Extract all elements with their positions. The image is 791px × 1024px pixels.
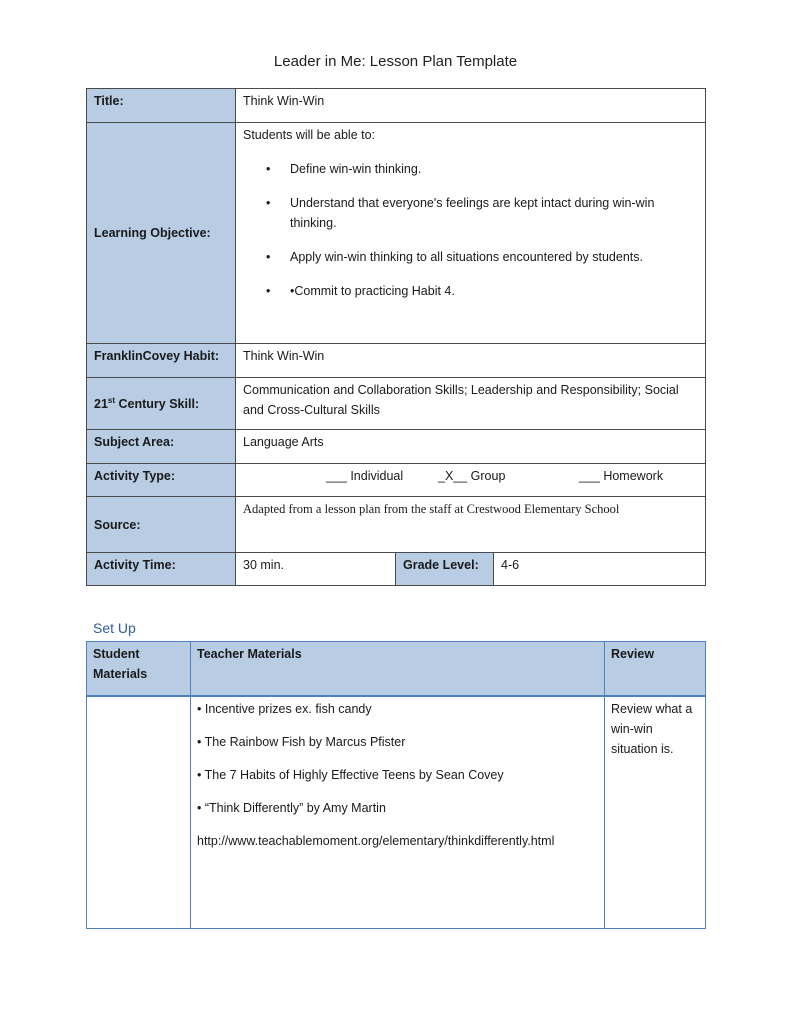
lesson-plan-table (86, 88, 706, 586)
skill-value: Communication and Collaboration Skills; Leadership and Responsibility; Social and Cross-Cultural Skills (236, 378, 706, 430)
setup-table (86, 641, 706, 929)
material-item: • “Think Differently” by Amy Martin (197, 800, 386, 815)
activity-value (236, 464, 706, 497)
bullet-icon: • (266, 196, 271, 210)
title-row (87, 89, 706, 123)
source-value: Adapted from a lesson plan from the staff at Crestwood Elementary School (236, 497, 706, 553)
subject-label: Subject Area: (87, 430, 236, 464)
review-cell: Review what a win-win situation is. (605, 696, 706, 929)
title-value: Think Win-Win (236, 89, 706, 123)
objective-item: • •Commit to practicing Habit 4. (243, 281, 698, 301)
habit-row (87, 344, 706, 378)
student-materials-header: Student Materials (87, 642, 191, 696)
objective-cell (236, 123, 706, 344)
material-link[interactable]: http://www.teachablemoment.org/elementary/thinkdifferently.html (197, 833, 555, 848)
activity-group: _X__ Group (438, 469, 506, 483)
objective-item: • Define win-win thinking. (243, 159, 698, 179)
student-materials-cell (87, 696, 191, 929)
objective-row (87, 123, 706, 344)
bullet-icon: • (266, 284, 271, 298)
teacher-materials-header: Teacher Materials (191, 642, 605, 696)
grade-label: Grade Level: (396, 553, 494, 586)
habit-value: Think Win-Win (236, 344, 706, 378)
time-value: 30 min. (236, 553, 396, 586)
bullet-icon: • (266, 162, 271, 176)
setup-content-row (87, 696, 706, 929)
title-label: Title: (87, 89, 236, 123)
time-row (87, 553, 706, 586)
objective-item: • Understand that everyone's feelings are kept intact during win-win thinking. (243, 193, 698, 233)
bullet-icon: • (266, 250, 271, 264)
subject-value: Language Arts (236, 430, 706, 464)
activity-homework: ___ Homework (579, 469, 664, 483)
document-title: Leader in Me: Lesson Plan Template (273, 53, 518, 70)
subject-row (87, 430, 706, 464)
habit-label: FranklinCovey Habit: (87, 344, 236, 378)
material-item: • The 7 Habits of Highly Effective Teens by Sean Covey (197, 767, 504, 782)
setup-heading: Set Up (93, 620, 136, 636)
activity-individual: ___ Individual (326, 469, 404, 483)
grade-value: 4-6 (494, 553, 706, 586)
material-item: • The Rainbow Fish by Marcus Pfister (197, 734, 406, 749)
review-header: Review (605, 642, 706, 696)
setup-header-row (87, 642, 706, 696)
objective-list (243, 159, 698, 301)
skill-label: 21st Century Skill: (87, 378, 236, 430)
objective-label: Learning Objective: (87, 123, 236, 344)
teacher-materials-cell (191, 696, 605, 929)
activity-label: Activity Type: (87, 464, 236, 497)
objective-intro: Students will be able to: (243, 128, 376, 142)
objective-item: • Apply win-win thinking to all situations encountered by students. (243, 247, 698, 267)
time-label: Activity Time: (87, 553, 236, 586)
source-label: Source: (87, 497, 236, 553)
activity-row (87, 464, 706, 497)
material-item: • Incentive prizes ex. fish candy (197, 701, 372, 716)
source-row (87, 497, 706, 553)
skill-row (87, 378, 706, 430)
